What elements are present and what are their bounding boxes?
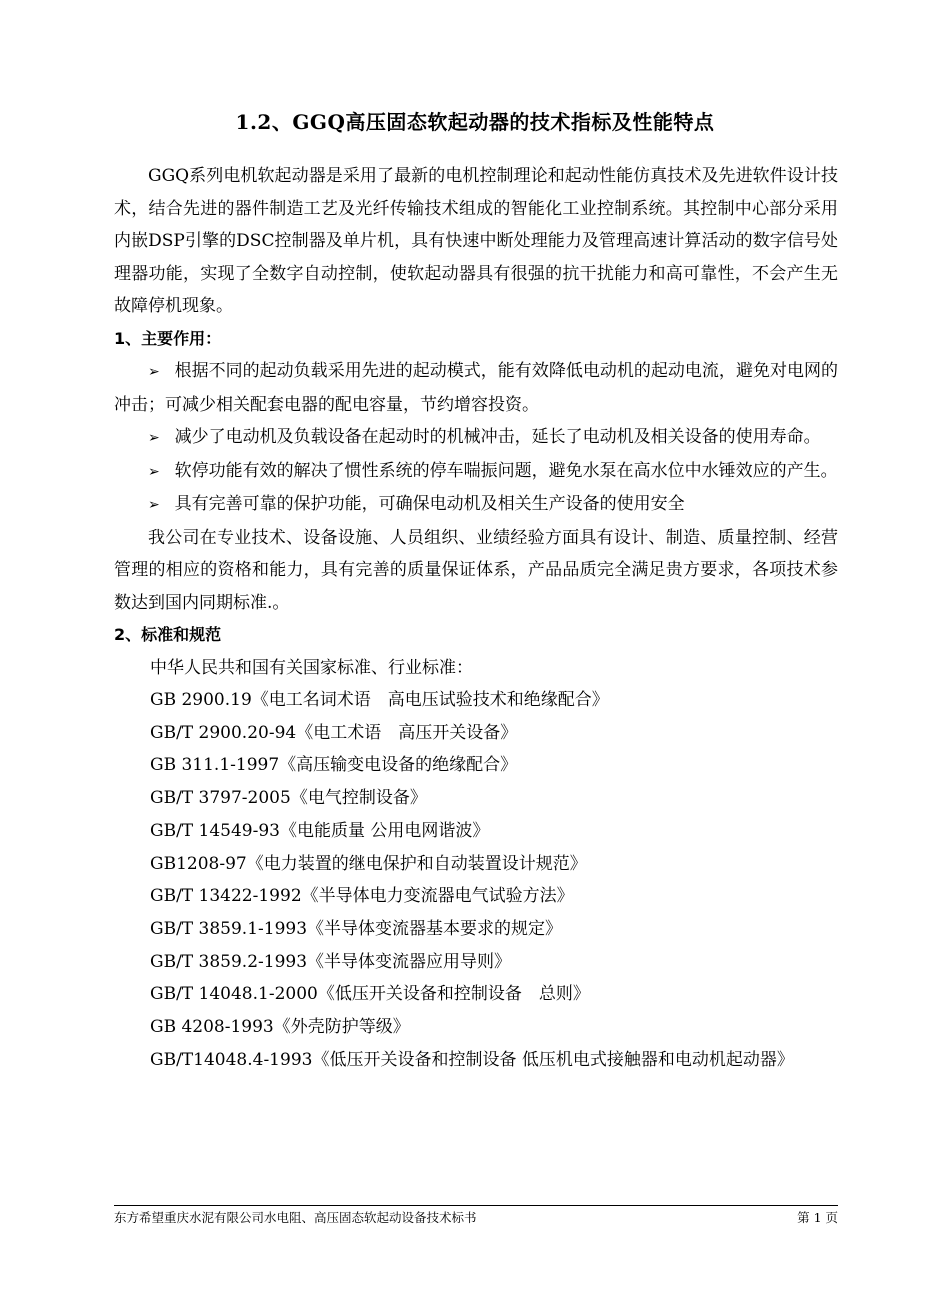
document-title: 1.2、GGQ高压固态软起动器的技术指标及性能特点: [235, 110, 715, 134]
list-item: GB/T14048.4-1993《低压开关设备和控制设备 低压机电式接触器和电动机起动器》: [150, 1049, 794, 1070]
list-item: GB/T 3797-2005《电气控制设备》: [150, 788, 427, 809]
list-item: GB1208-97《电力装置的继电保护和自动装置设计规范》: [150, 853, 587, 874]
bullet-item: [114, 488, 838, 522]
list-item: GB/T 14549-93《电能质量 公用电网谐波》: [150, 820, 490, 841]
section1-heading: 1、主要作用：: [114, 328, 222, 348]
bullet-item: [114, 421, 838, 455]
intro-paragraph: GGQ系列电机软起动器是采用了最新的电机控制理论和起动性能仿真技术及先进软件设计技术，结合先进的器件制造工艺及光纤传输技术组成的智能化工业控制系统。其控制中心部分采用内嵌DSP引擎的DSC控制器及单片机，具有快速中断处理能力及管理高速计算活动的数字信号处理器功能，实现了全数字自动控制，使软起动器具有很强的抗干扰能力和高可靠性，不会产生无故障停机现象。: [114, 166, 838, 316]
list-item: GB/T 2900.20-94《电工术语 高压开关设备》: [150, 722, 518, 743]
footer-divider: [114, 1205, 838, 1206]
document-body: [114, 160, 838, 1076]
list-item: GB/T 14048.1-2000《低压开关设备和控制设备 总则》: [150, 984, 590, 1005]
list-item: GB 2900.19《电工名词术语 高电压试验技术和绝缘配合》: [150, 690, 609, 710]
bullet-text: 软停功能有效的解决了惯性系统的停车喘振问题，避免水泵在高水位中水锤效应的产生。: [174, 460, 838, 481]
list-item: GB 4208-1993《外壳防护等级》: [150, 1017, 410, 1038]
arrow-bullet-icon: ➢: [148, 463, 160, 480]
list-item: GB/T 3859.1-1993《半导体变流器基本要求的规定》: [150, 918, 563, 939]
closing-paragraph: 我公司在专业技术、设备设施、人员组织、业绩经验方面具有设计、制造、质量控制、经营管理的相应的资格和能力，具有完善的质量保证体系，产品品质完全满足贵方要求，各项技术参数达到国内同期标准.。: [114, 527, 838, 613]
arrow-bullet-icon: ➢: [148, 430, 160, 446]
arrow-bullet-icon: ➢: [148, 497, 160, 513]
list-item: GB 311.1-1997《高压输变电设备的绝缘配合》: [150, 755, 518, 776]
bullet-item: [114, 355, 838, 421]
bullet-text: 根据不同的起动负载采用先进的起动模式，能有效降低电动机的起动电流，避免对电网的冲击；可减少相关配套电器的配电容量，节约增容投资。: [114, 361, 838, 415]
footer-page-number: 第 1 页: [797, 1210, 838, 1225]
list-item: GB/T 3859.2-1993《半导体变流器应用导则》: [150, 951, 512, 972]
bullet-item: [114, 455, 838, 489]
footer-document-name: 东方希望重庆水泥有限公司水电阻、高压固态软起动设备技术标书: [114, 1210, 477, 1225]
list-item: GB/T 13422-1992《半导体电力变流器电气试验方法》: [150, 886, 574, 907]
section2-heading: 2、标准和规范: [114, 625, 222, 644]
arrow-bullet-icon: ➢: [148, 364, 160, 380]
bullet-text: 减少了电动机及负载设备在起动时的机械冲击，延长了电动机及相关设备的使用寿命。: [174, 427, 821, 447]
bullet-text: 具有完善可靠的保护功能，可确保电动机及相关生产设备的使用安全: [174, 494, 685, 514]
standards-intro: 中华人民共和国有关国家标准、行业标准：: [150, 657, 473, 678]
standards-list: [114, 684, 838, 1076]
